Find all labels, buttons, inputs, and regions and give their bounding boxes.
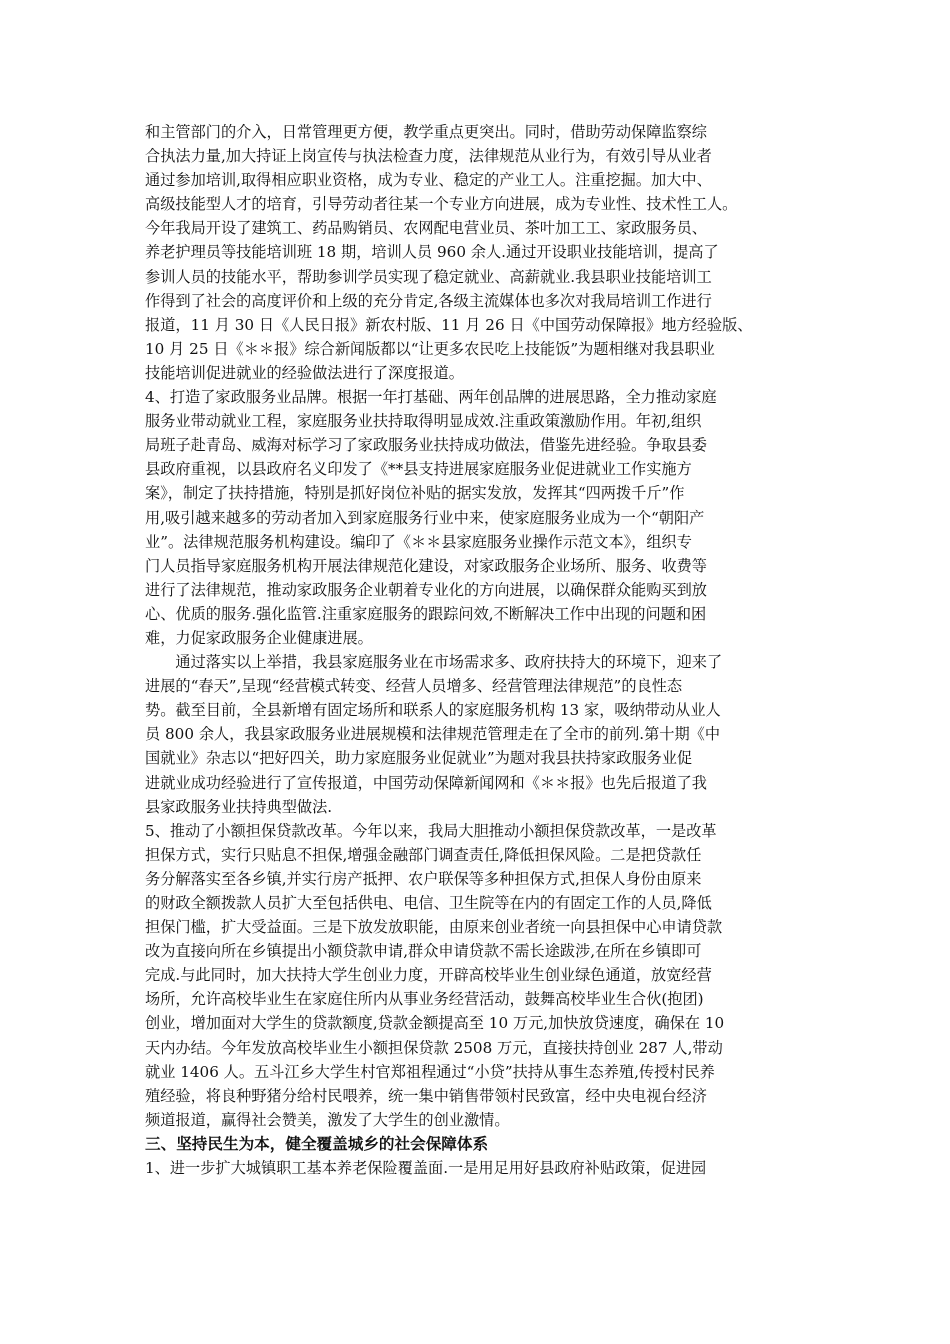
text-line: 县政府重视，以县政府名义印发了《**县支持进展家庭服务业促进就业工作实施方: [145, 460, 692, 479]
text-line: 进行了法律规范，推动家政服务企业朝着专业化的方向进展，以确保群众能购买到放: [145, 580, 707, 599]
text-line: 用,吸引越来越多的劳动者加入到家庭服务行业中来，使家庭服务业成为一个“朝阳产: [145, 508, 705, 527]
text-line: 频道报道，赢得社会赞美，激发了大学生的创业激情。: [145, 1110, 510, 1129]
text-line: 殖经验，将良种野猪分给村民喂养，统一集中销售带领村民致富，经中央电视台经济: [145, 1086, 707, 1105]
text-line: 进展的“春天”,呈现“经营模式转变、经营人员增多、经营管理法律规范”的良性态: [145, 677, 683, 696]
document-body: [145, 120, 809, 1180]
text-line: 服务业带动就业工程，家庭服务业扶持取得明显成效.注重政策激励作用。年初,组织: [145, 412, 702, 431]
text-line: 务分解落实至各乡镇,并实行房产抵押、农户联保等多种担保方式,担保人身份由原来: [145, 869, 702, 888]
text-line: 难，力促家政服务企业健康进展。: [145, 628, 373, 647]
text-line: 参训人员的技能水平，帮助参训学员实现了稳定就业、高薪就业.我县职业技能培训工: [145, 267, 712, 286]
text-line: 养老护理员等技能培训班 18 期，培训人员 960 余人.通过开设职业技能培训，提高了: [145, 243, 719, 262]
text-line: 通过落实以上举措，我县家庭服务业在市场需求多、政府扶持大的环境下，迎来了: [145, 653, 723, 672]
text-line: 天内办结。今年发放高校毕业生小额担保贷款 2508 万元，直接扶持创业 287 人,带动: [145, 1038, 723, 1057]
text-line: 县家政服务业扶持典型做法.: [145, 797, 333, 816]
text-line: 业”。法律规范服务机构建设。编印了《＊＊县家庭服务业操作示范文本》，组织专: [145, 532, 692, 551]
text-line: 的财政全额拨款人员扩大至包括供电、电信、卫生院等在内的有固定工作的人员,降低: [145, 894, 712, 912]
text-line: 员 800 余人，我县家政服务业进展规模和法律规范管理走在了全市的前列.第十期《中: [145, 725, 721, 744]
text-line: 报道，11 月 30 日《人民日报》新农村版、11 月 26 日《中国劳动保障报》地方经验版、: [145, 315, 753, 334]
text-line: 通过参加培训,取得相应职业资格，成为专业、稳定的产业工人。注重挖掘。加大中、: [145, 171, 712, 190]
text-line: 心、优质的服务.强化监管.注重家庭服务的跟踪问效,不断解决工作中出现的问题和困: [145, 604, 707, 623]
section-heading: 三、坚持民生为本，健全覆盖城乡的社会保障体系: [145, 1134, 489, 1153]
text-line: 1、进一步扩大城镇职工基本养老保险覆盖面.一是用足用好县政府补贴政策，促进园: [145, 1159, 707, 1178]
text-line: 完成.与此同时，加大扶持大学生创业力度，开辟高校毕业生创业绿色通道，放宽经营: [145, 966, 712, 985]
text-line: 势。截至目前，全县新增有固定场所和联系人的家庭服务机构 13 家，吸纳带动从业人: [145, 701, 721, 720]
text-line: 门人员指导家庭服务机构开展法律规范化建设，对家政服务企业场所、服务、收费等: [145, 556, 707, 575]
text-line: 进就业成功经验进行了宣传报道，中国劳动保障新闻网和《＊＊报》也先后报道了我: [145, 773, 707, 792]
text-line: 高级技能型人才的培育，引导劳动者往某一个专业方向进展，成为专业性、技术性工人。: [145, 195, 738, 214]
text-line: 作得到了社会的高度评价和上级的充分肯定,各级主流媒体也多次对我局培训工作进行: [145, 291, 712, 310]
text-line: 今年我局开设了建筑工、药品购销员、农网配电营业员、茶叶加工工、家政服务员、: [145, 219, 707, 238]
text-line: 国就业》杂志以“把好四关，助力家庭服务业促就业”为题对我县扶持家政服务业促: [145, 749, 693, 768]
text-line: 和主管部门的介入，日常管理更方便，教学重点更突出。同时，借助劳动保障监察综: [145, 123, 707, 141]
text-line: 5、推动了小额担保贷款改革。今年以来，我局大胆推动小额担保贷款改革，一是改革: [145, 821, 717, 840]
text-line: 合执法力量,加大持证上岗宣传与执法检查力度，法律规范从业行为，有效引导从业者: [145, 147, 712, 166]
text-line: 创业，增加面对大学生的贷款额度,贷款金额提高至 10 万元,加快放贷速度，确保在 10: [145, 1014, 725, 1033]
text-line: 担保门槛，扩大受益面。三是下放发放职能，由原来创业者统一向县担保中心申请贷款: [145, 918, 723, 937]
text-line: 改为直接向所在乡镇提出小额贷款申请,群众申请贷款不需长途跋涉,在所在乡镇即可: [145, 942, 702, 961]
text-line: 4、打造了家政服务业品牌。根据一年打基础、两年创品牌的进展思路，全力推动家庭: [145, 388, 717, 407]
text-line: 10 月 25 日《＊＊报》综合新闻版都以“让更多农民吃上技能饭”为题相继对我县职业: [145, 339, 715, 358]
text-line: 技能培训促进就业的经验做法进行了深度报道。: [145, 363, 464, 382]
text-line: 案》，制定了扶持措施，特别是抓好岗位补贴的据实发放，发挥其“四两拨千斤”作: [145, 484, 685, 503]
text-line: 局班子赴青岛、威海对标学习了家政服务业扶持成功做法，借鉴先进经验。争取县委: [145, 436, 707, 455]
text-line: 担保方式，实行只贴息不担保,增强金融部门调查责任,降低担保风险。二是把贷款任: [145, 845, 702, 864]
text-line: 就业 1406 人。五斗江乡大学生村官郑祖程通过“小贷”扶持从事生态养殖,传授村民养: [145, 1062, 715, 1081]
text-line: 场所，允许高校毕业生在家庭住所内从事业务经营活动，鼓舞高校毕业生合伙(抱团): [145, 990, 704, 1009]
